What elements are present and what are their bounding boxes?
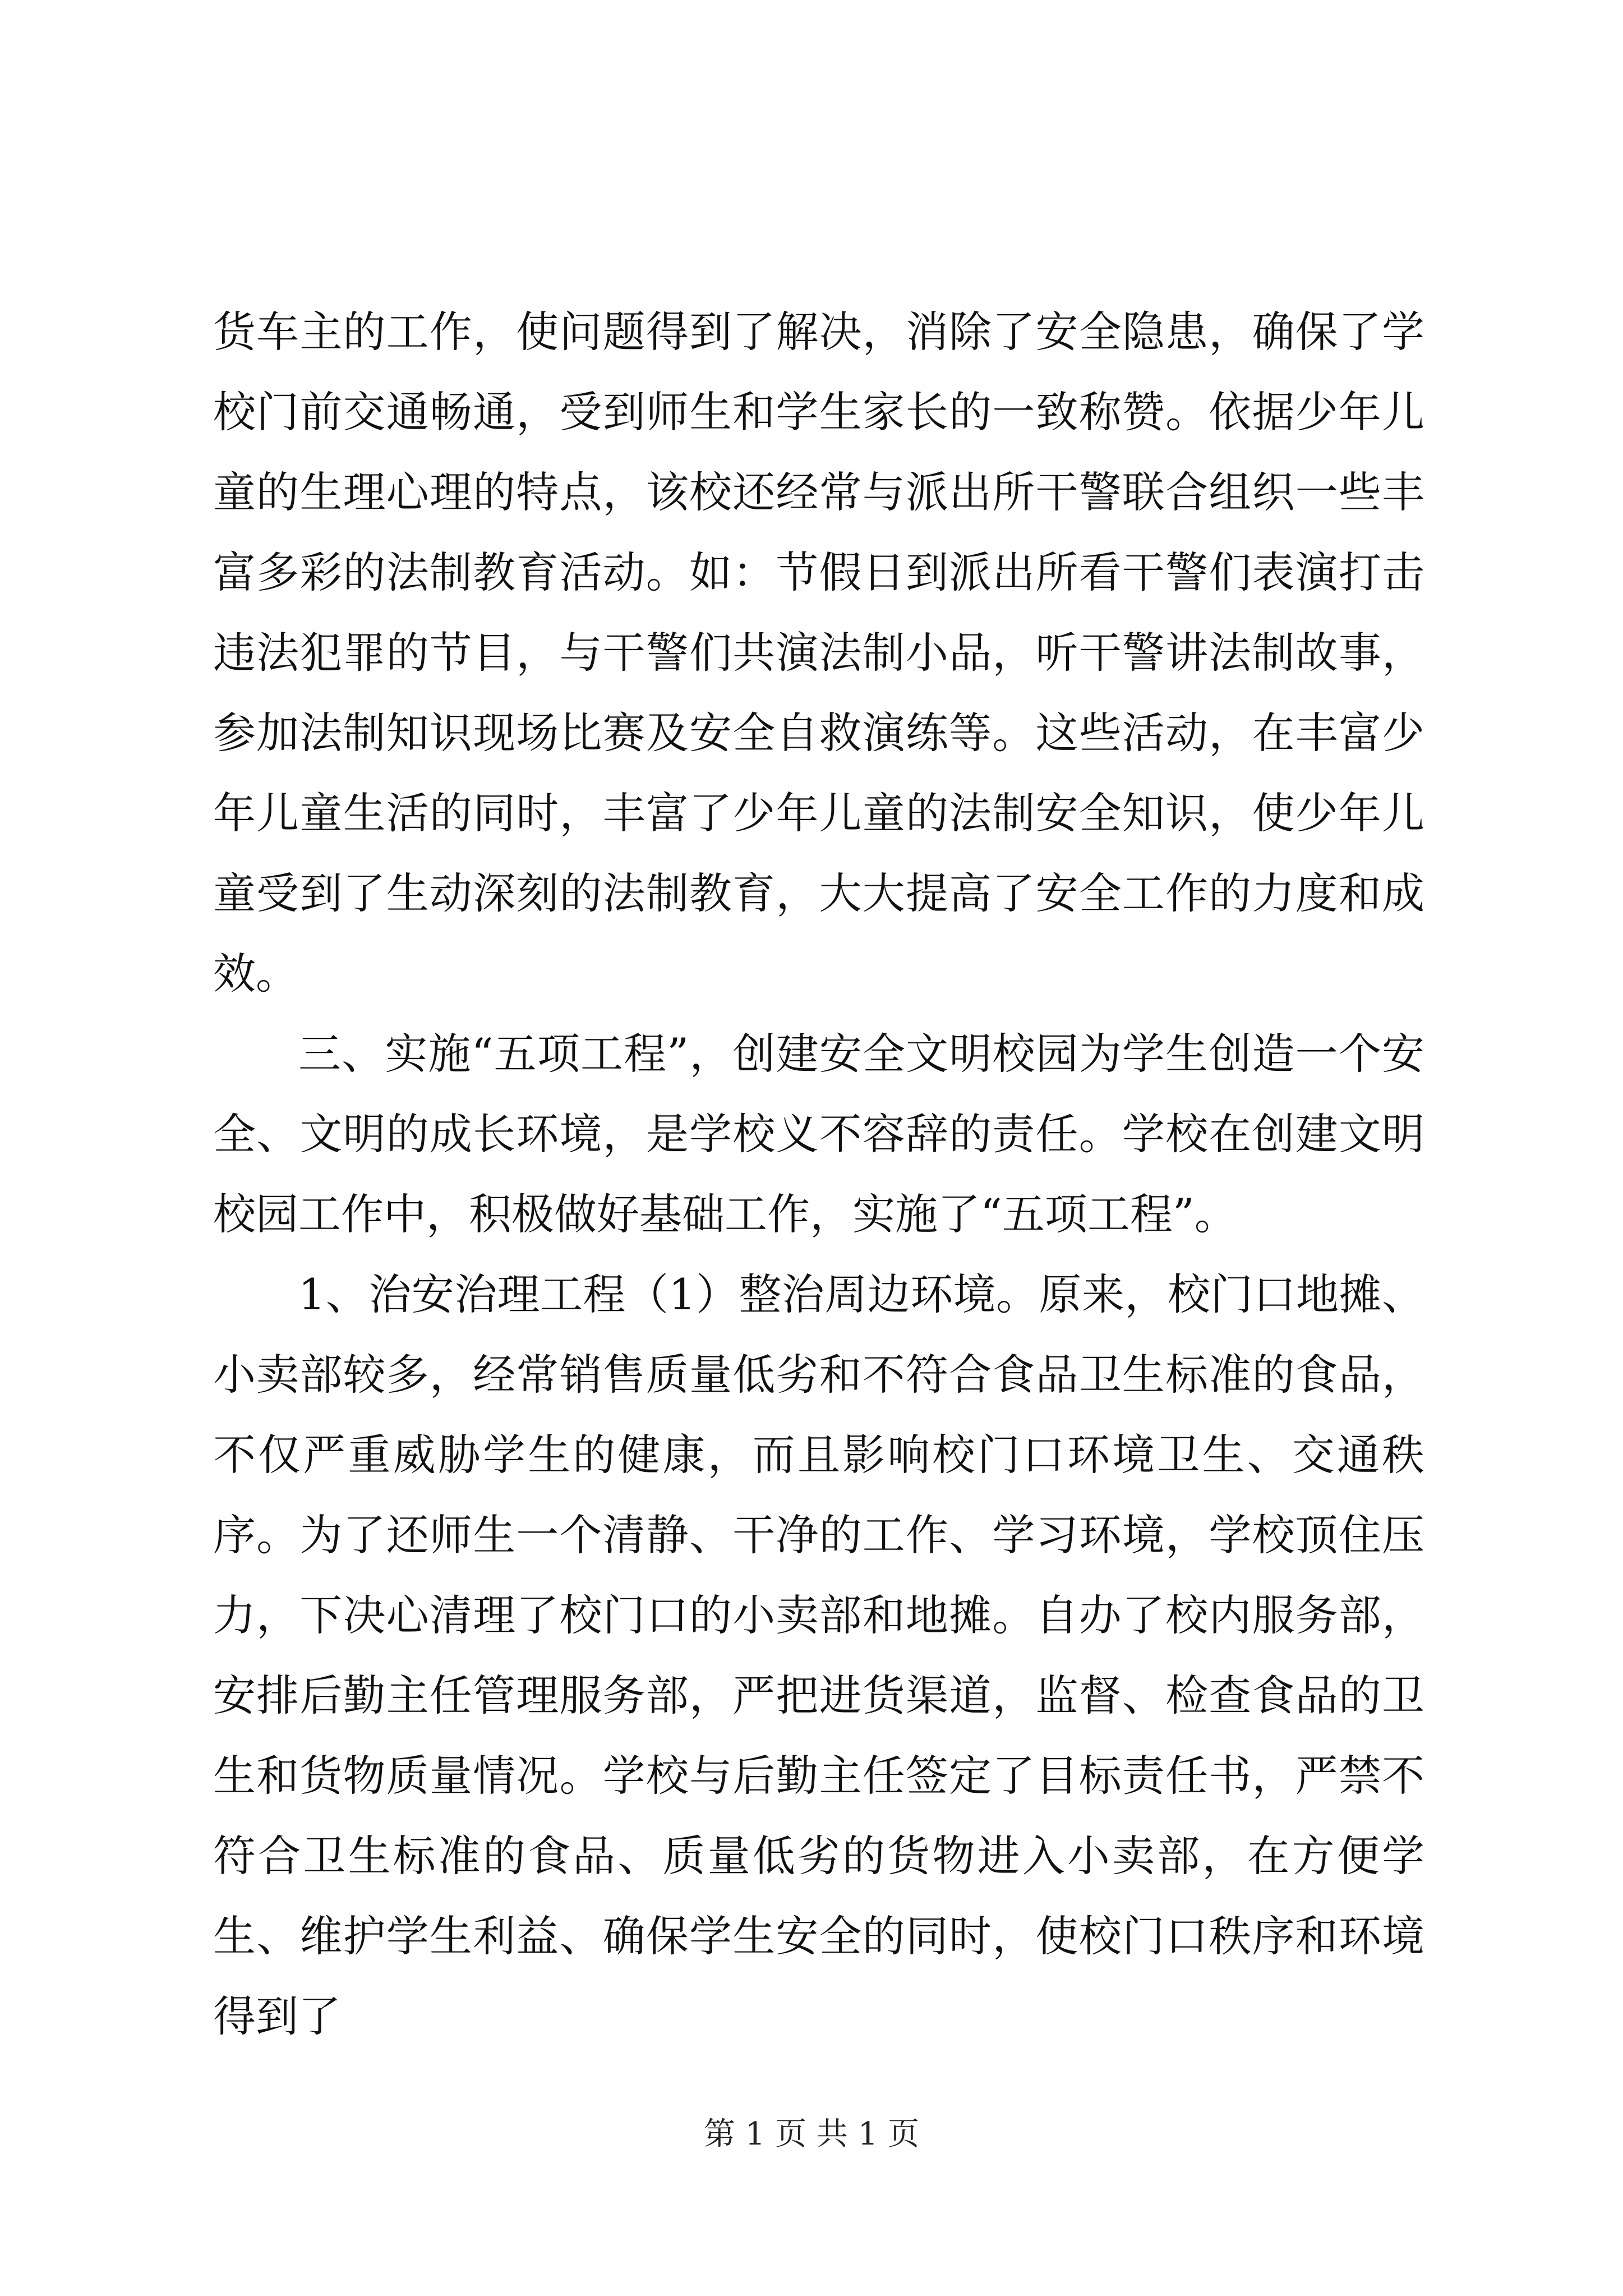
- page-footer: 第 1 页 共 1 页: [703, 2116, 920, 2152]
- document-body: [213, 292, 1424, 2056]
- paragraph-3: 1、治安治理工程（1）整治周边环境。原来，校门口地摊、小卖部较多，经常销售质量低劣和不符合食品卫生标准的食品，不仅严重威胁学生的健康，而且影响校门口环境卫生、交通秩序。为了还师生一个清静、干净的工作、学习环境，学校顶住压力，下决心清理了校门口的小卖部和地摊。自办了校内服务部，安排后勤主任管理服务部，严把进货渠道，监督、检查食品的卫生和货物质量情况。学校与后勤主任签定了目标责任书，严禁不符合卫生标准的食品、质量低劣的货物进入小卖部，在方便学生、维护学生利益、确保学生安全的同时，使校门口秩序和环境得到了: [213, 1269, 1424, 2041]
- paragraph-2: 三、实施“五项工程”，创建安全文明校园为学生创造一个安全、文明的成长环境，是学校义不容辞的责任。学校在创建文明校园工作中，积极做好基础工作，实施了“五项工程”。: [213, 1029, 1424, 1239]
- paragraph-1: 货车主的工作，使问题得到了解决，消除了安全隐患，确保了学校门前交通畅通，受到师生和学生家长的一致称赞。依据少年儿童的生理心理的特点，该校还经常与派出所干警联合组织一些丰富多彩的法制教育活动。如：节假日到派出所看干警们表演打击违法犯罪的节目，与干警们共演法制小品，听干警讲法制故事，参加法制知识现场比赛及安全自救演练等。这些活动，在丰富少年儿童生活的同时，丰富了少年儿童的法制安全知识，使少年儿童受到了生动深刻的法制教育，大大提高了安全工作的力度和成效。: [213, 307, 1424, 999]
